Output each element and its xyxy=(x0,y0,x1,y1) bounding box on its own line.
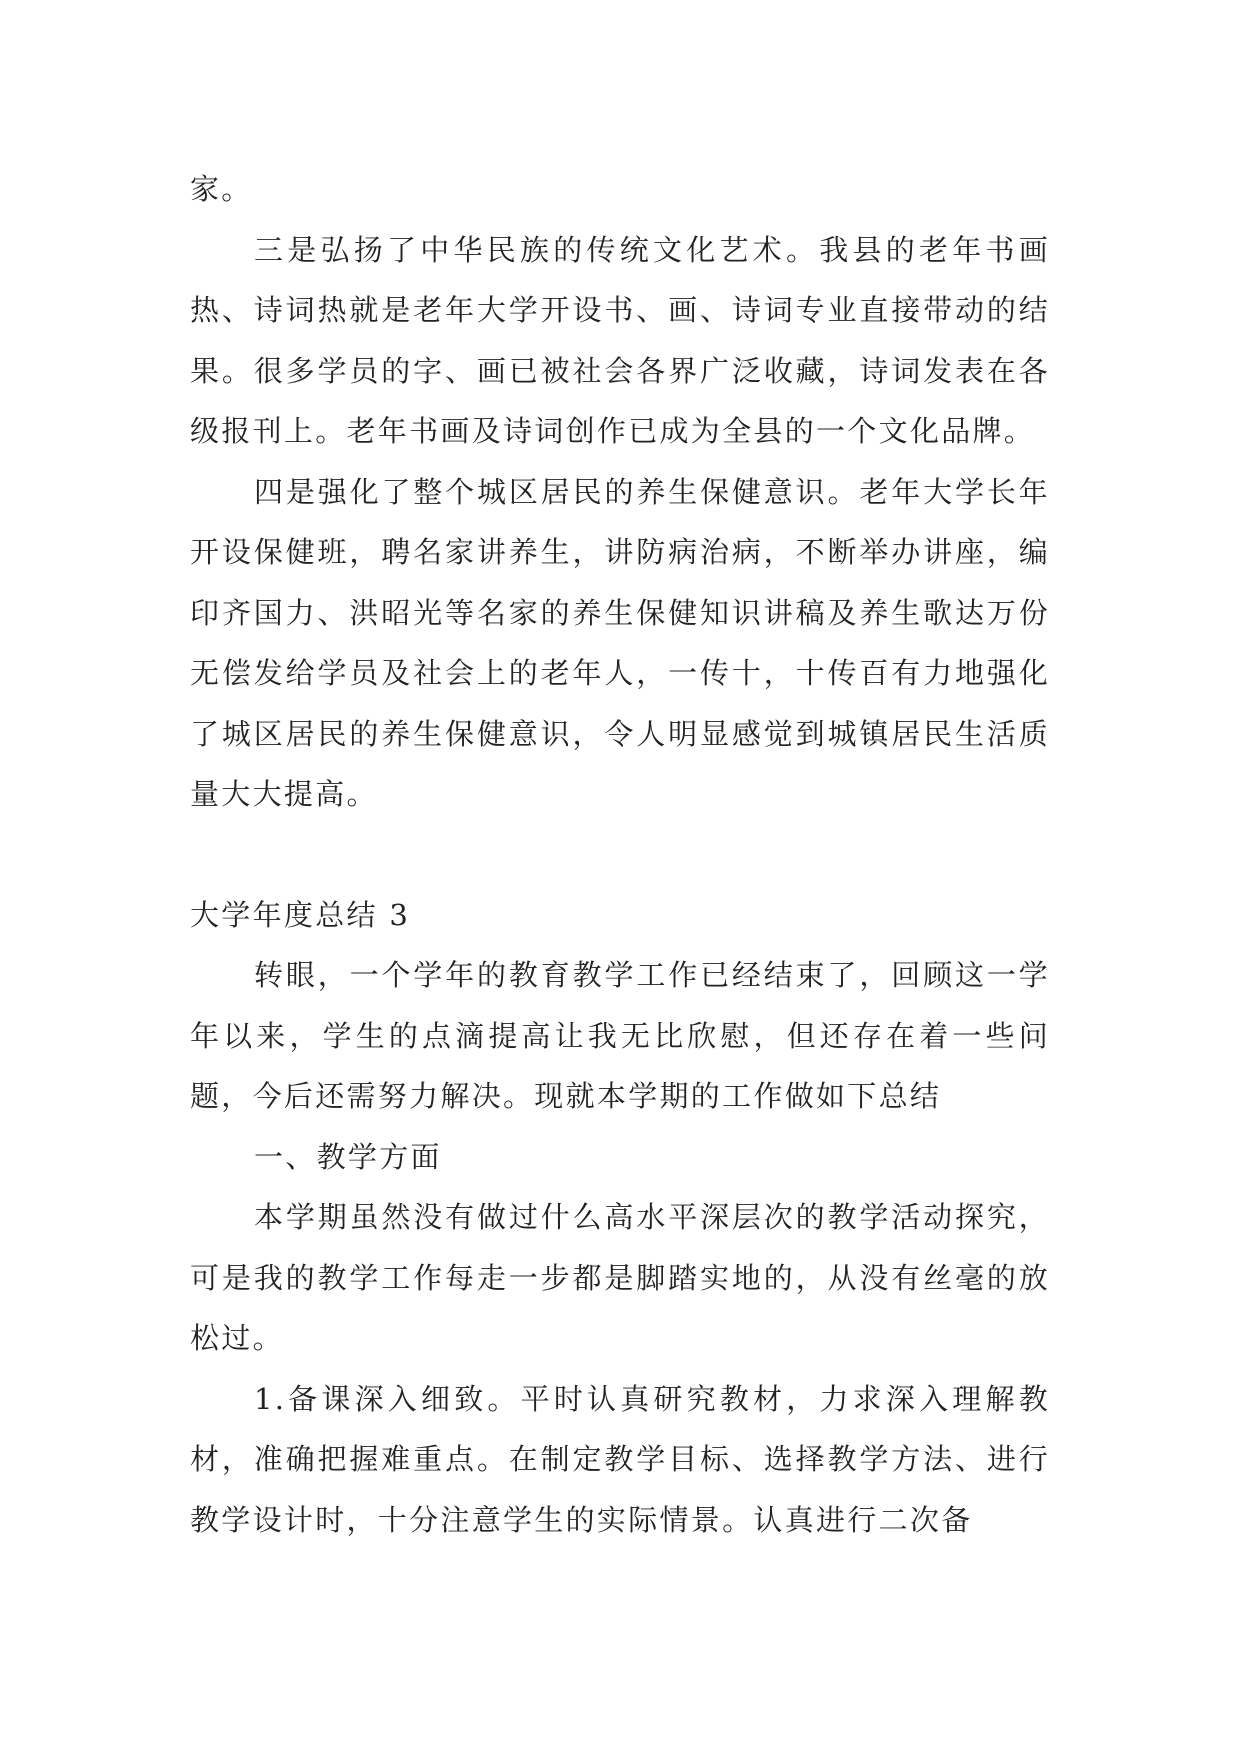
document-body xyxy=(190,159,1050,1550)
paragraph: 家。 xyxy=(190,172,253,206)
paragraph: 转眼，一个学年的教育教学工作已经结束了，回顾这一学年以来，学生的点滴提高让我无比欣慰，但还存在着一些问题，今后还需努力解决。现就本学期的工作做如下总结 xyxy=(190,958,1050,1113)
section-spacer xyxy=(190,825,1050,885)
section-heading: 大学年度总结 3 xyxy=(190,897,411,932)
paragraph: 四是强化了整个城区居民的养生保健意识。老年大学长年开设保健班，聘名家讲养生，讲防病治病，不断举办讲座，编印齐国力、洪昭光等名家的养生保健知识讲稿及养生歌达万份无偿发给学员及社会上的老年人，一传十，十传百有力地强化了城区居民的养生保健意识，令人明显感觉到城镇居民生活质量大大提高。 xyxy=(190,474,1050,811)
paragraph: 1.备课深入细致。平时认真研究教材，力求深入理解教材，准确把握难重点。在制定教学目标、选择教学方法、进行教学设计时，十分注意学生的实际情景。认真进行二次备 xyxy=(190,1381,1050,1537)
paragraph: 本学期虽然没有做过什么高水平深层次的教学活动探究，可是我的教学工作每走一步都是脚踏实地的，从没有丝毫的放松过。 xyxy=(190,1200,1050,1355)
paragraph: 三是弘扬了中华民族的传统文化艺术。我县的老年书画热、诗词热就是老年大学开设书、画、诗词专业直接带动的结果。很多学员的字、画已被社会各界广泛收藏，诗词发表在各级报刊上。老年书画及诗词创作已成为全县的一个文化品牌。 xyxy=(190,232,1050,448)
subheading: 一、教学方面 xyxy=(254,1139,442,1174)
